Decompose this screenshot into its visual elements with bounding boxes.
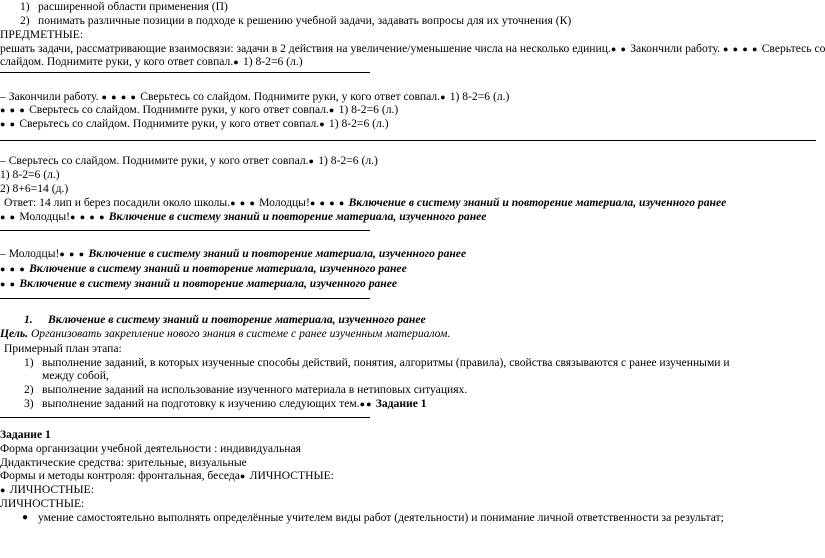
task-tail: Закончили работу. [630,42,721,55]
block2-text: Сверьтесь со слайдом. Поднимите руки, у кого ответ совпал. [19,117,320,130]
bullet-dots: ● ● [0,119,20,129]
block3-text: Молодцы! [259,196,310,209]
block4-emph: Включение в систему знаний и повторение материала, изученного ранее [19,277,398,290]
plan-item-text: выполнение заданий на подготовку к изучению следующих тем. [42,397,360,410]
block2-answer: 1) 8-2=6 (л.) [328,117,389,130]
plan-item: выполнение заданий на использование изученного материала в нетиповых ситуациях. [42,383,468,396]
block2-answer: 1) 8-2=6 (л.) [449,90,510,103]
task-tail-2: Сверьтесь со [761,42,825,55]
block3-line [0,210,486,224]
bullet-dots: ● ● ● ● [309,198,349,208]
divider [0,298,370,299]
bullet-dots: ● [0,485,10,495]
divider [0,417,370,418]
lichn-line: ЛИЧНОСТНЫЕ: [0,497,85,510]
task-control [0,469,334,483]
block4-line [0,277,397,291]
task-means: Дидактические средства: зрительные, визуальные [0,456,247,469]
block3-line [4,196,726,210]
block3-line: 1) 8-2=6 (л.) [0,168,60,181]
bullet-dots: ● ● ● [230,198,260,208]
block3-text: – Сверьтесь со слайдом. Поднимите руки, у кого ответ совпал. [0,154,309,167]
bullet-dots: ● ● [610,44,631,54]
slide-line [0,55,303,69]
task-text: решать задачи, рассматривающие взаимосвязи: задачи в 2 действия на увеличение/уменьшение числа на несколько единиц. [0,42,611,55]
bullet-dots: ● ● ● [0,105,30,115]
lichn-text: ЛИЧНОСТНЫЕ: [9,483,94,496]
block3-emph: Включение в систему знаний и повторение материала, изученного ранее [108,210,487,223]
block3-text: Молодцы! [19,210,71,223]
task-form: Форма организации учебной деятельности : индивидуальная [0,442,301,455]
block3-emph: Включение в систему знаний и повторение материала, изученного ранее [348,196,727,209]
block3-text: Ответ: 14 лип и берез посадили около школы. [4,196,231,209]
bullet-dots: ● [239,471,250,481]
intro-list-item: расширенной области применения (П) [38,0,228,13]
plan-label: Примерный план этапа: [4,342,122,355]
bullet-dots: ● [233,57,243,67]
block4-line [0,247,466,261]
plan-num: 3) [24,397,34,410]
block2-text: Сверьтесь со слайдом. Поднимите руки, у кого ответ совпал. [140,90,441,103]
block2-answer: 1) 8-2=6 (л.) [338,103,399,116]
block4-line [0,262,407,276]
plan-tail: Задание 1 [375,397,427,410]
bullet-dots: ● [440,92,450,102]
plan-item-cont: между собой, [42,369,109,382]
block3-line [0,154,378,168]
block4-emph: Включение в систему знаний и повторение материала, изученного ранее [29,262,407,275]
bullet-dots: ● ● ● [0,264,30,274]
bullet-dots: ● ● ● ● [70,212,109,222]
block2-line [0,117,389,131]
control-text: Формы и методы контроля: фронтальная, беседа [0,469,240,482]
section-title: Включение в систему знаний и повторение материала, изученного ранее [48,313,426,326]
bullet-icon: ● [22,512,29,523]
block2-text: – Закончили работу. [0,90,99,103]
slide-answer: 1) 8-2=6 (л.) [242,55,303,68]
block2-text: Сверьтесь со слайдом. Поднимите руки, у кого ответ совпал. [29,103,329,116]
bullet-dots: ● [308,156,319,166]
bullet-dots: ● ● ● ● [101,92,141,102]
block4-text: – Молодцы! [0,247,60,260]
plan-num: 2) [24,383,34,396]
section-num: 1. [24,313,33,326]
goal-label: Цель. [0,327,29,340]
bullet-dots: ● ● ● ● [722,44,762,54]
plan-item: выполнение заданий, в которых изученные способы действий, понятия, алгоритмы (правила), свойства связываются с ранее изученными и [42,356,730,369]
bullet-item: умение самостоятельно выполнять определённые учителем виды работ (деятельности) и понимание личной ответственности за результат; [38,511,724,524]
heading-predmetnye: ПРЕДМЕТНЫЕ: [0,28,84,41]
bullet-dots: ● ● [0,279,20,289]
bullet-dots: ● ● [0,212,20,222]
divider [0,140,816,141]
intro-list-num: 1) [20,0,30,13]
block2-line [0,103,398,117]
plan-item [42,397,427,411]
divider [0,230,370,231]
bullet-dots: ● [328,105,339,115]
goal-text: Организовать закрепление нового знания в системе с ранее изученным материалом. [30,327,451,340]
intro-list-num: 2) [20,14,30,27]
plan-num: 1) [24,356,34,369]
bullet-dots: ● [319,119,329,129]
block3-answer: 1) 8-2=6 (л.) [318,154,378,167]
lichn-line [0,483,94,497]
slide-text: слайдом. Поднимите руки, у кого ответ совпал. [0,55,234,68]
divider [0,72,370,73]
block3-line: 2) 8+6=14 (д.) [0,182,69,195]
intro-list-item: понимать различные позиции в подходе к решению учебной задачи, задавать вопросы для их уточнения (К) [38,14,572,27]
bullet-dots: ●● [359,399,376,409]
task-title: Задание 1 [0,428,51,441]
goal-line [0,327,450,340]
control-tail: ЛИЧНОСТНЫЕ: [249,469,334,482]
block4-emph: Включение в систему знаний и повторение материала, изученного ранее [88,247,467,260]
bullet-dots: ● ● ● [59,249,89,259]
